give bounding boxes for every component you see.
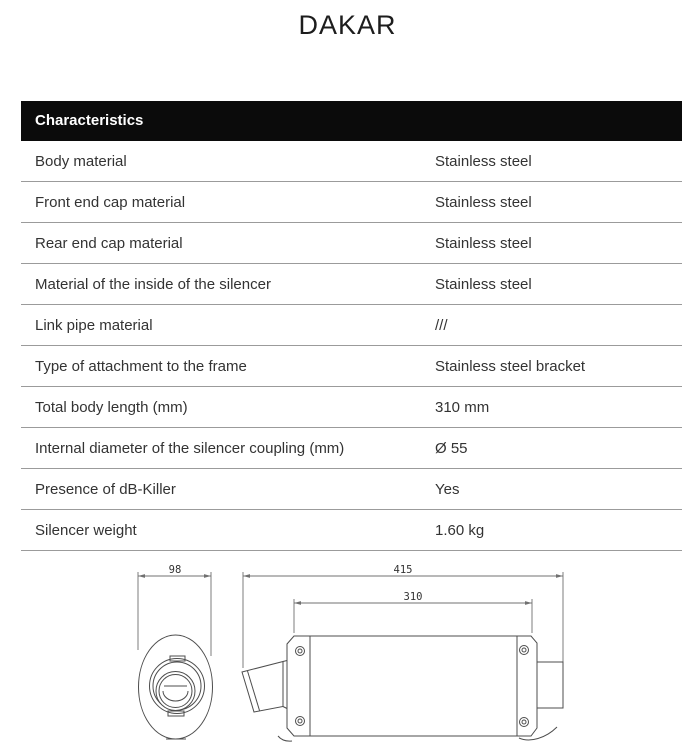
spec-label: Body material <box>35 152 127 170</box>
arrowhead <box>525 601 532 605</box>
dimension-text: 415 <box>393 564 413 576</box>
spec-value: 1.60 kg <box>435 521 485 539</box>
spec-label: Front end cap material <box>35 193 186 211</box>
spec-value: Stainless steel bracket <box>435 357 586 375</box>
silencer-front-view <box>139 635 213 739</box>
outlet-pipe <box>537 662 563 708</box>
spec-value: Stainless steel <box>435 275 532 293</box>
dimension-body-length <box>294 591 532 633</box>
silencer-side-view <box>242 636 563 741</box>
dimension-text: 310 <box>403 591 423 603</box>
spec-value: 310 mm <box>435 398 490 416</box>
inlet-pipe <box>242 662 283 713</box>
spec-label: Type of attachment to the frame <box>35 357 247 375</box>
arrowhead <box>294 601 301 605</box>
spec-value: Ø 55 <box>435 439 468 457</box>
spec-label: Total body length (mm) <box>35 398 188 416</box>
inlet-connector <box>283 707 287 709</box>
arrowhead <box>243 574 250 578</box>
spec-label: Presence of dB-Killer <box>35 480 176 498</box>
arrowhead <box>138 574 145 578</box>
spec-label: Rear end cap material <box>35 234 183 252</box>
table-header: Characteristics <box>21 101 682 141</box>
spec-label: Silencer weight <box>35 521 137 539</box>
spec-value: Stainless steel <box>435 234 532 252</box>
spec-label: Link pipe material <box>35 316 153 334</box>
silencer-body <box>287 636 537 736</box>
page-title: DAKAR <box>298 10 397 40</box>
spec-value: /// <box>435 316 448 334</box>
arrowhead <box>204 574 211 578</box>
spec-label: Internal diameter of the silencer coupling (mm) <box>35 439 345 457</box>
dimension-text: 98 <box>168 564 182 576</box>
mount-foot <box>278 736 292 741</box>
spec-value: Yes <box>435 480 460 498</box>
spec-value: Stainless steel <box>435 152 532 170</box>
outlet-opening <box>156 672 195 711</box>
inlet-connector <box>283 661 287 662</box>
arrowhead <box>556 574 563 578</box>
spec-value: Stainless steel <box>435 193 532 211</box>
spec-label: Material of the inside of the silencer <box>35 275 271 293</box>
